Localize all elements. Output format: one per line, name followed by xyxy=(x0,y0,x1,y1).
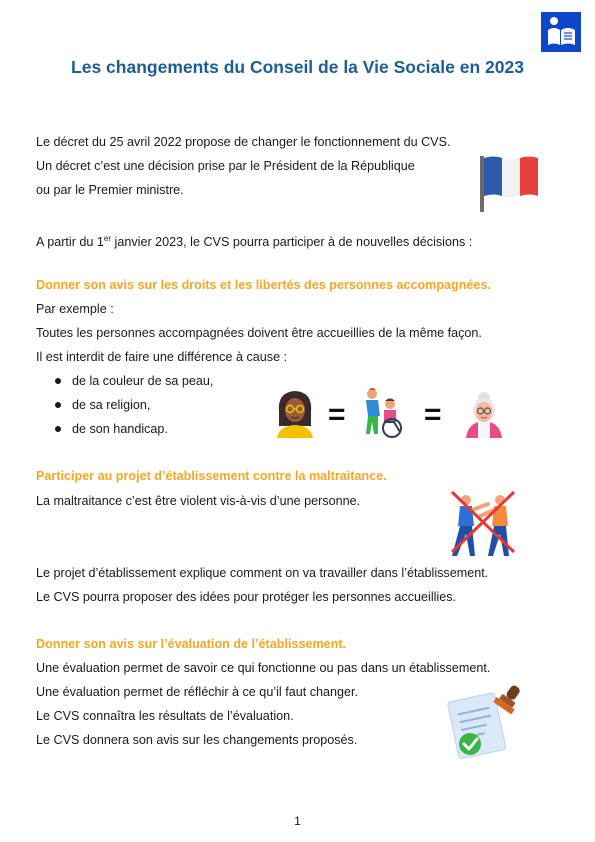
french-flag-icon xyxy=(478,152,542,214)
section3-line-3: Le CVS connaîtra les résultats de l’évaluation. xyxy=(36,709,294,723)
section3-line-1: Une évaluation permet de savoir ce qui fonctionne ou pas dans un établissement. xyxy=(36,661,491,675)
intro-line-1: Le décret du 25 avril 2022 propose de changer le fonctionnement du CVS. xyxy=(36,135,451,149)
page-title: Les changements du Conseil de la Vie Sociale en 2023 xyxy=(71,57,524,77)
section2-line-1: La maltraitance c’est être violent vis-à-vis d’une personne. xyxy=(36,494,361,508)
bullet-item: de sa religion, xyxy=(72,398,151,412)
section3-line-4: Le CVS donnera son avis sur les changements proposés. xyxy=(36,733,358,747)
woman-glasses-icon xyxy=(271,388,319,438)
intro-line-2: Un décret c’est une décision prise par le Président de la République xyxy=(36,159,415,173)
equals-sign: = xyxy=(424,398,442,431)
section2-line-2: Le projet d’établissement explique comment on va travailler dans l’établissement. xyxy=(36,566,489,580)
wheelchair-people-icon xyxy=(358,386,408,438)
page-number: 1 xyxy=(294,814,301,828)
section-heading-evaluation: Donner son avis sur l’évaluation de l’établissement. xyxy=(36,637,347,651)
equals-sign: = xyxy=(328,398,346,431)
bullet-dot xyxy=(55,426,61,432)
intro-line-3: ou par le Premier ministre. xyxy=(36,183,184,197)
section1-line-2: Toutes les personnes accompagnées doivent être accueillies de la même façon. xyxy=(36,326,482,340)
section2-line-3: Le CVS pourra proposer des idées pour protéger les personnes accueillies. xyxy=(36,590,457,604)
bullet-dot xyxy=(55,378,61,384)
section-heading-rights: Donner son avis sur les droits et les libertés des personnes accompagnées. xyxy=(36,278,491,292)
section1-line-1: Par exemple : xyxy=(36,302,114,316)
bullet-item: de la couleur de sa peau, xyxy=(72,374,214,388)
section1-line-3: Il est interdit de faire une différence à cause : xyxy=(36,350,288,364)
stamped-document-checkmark-icon xyxy=(442,678,526,760)
bullet-item: de son handicap. xyxy=(72,422,168,436)
crossed-out-violence-icon xyxy=(444,486,522,558)
elderly-woman-icon xyxy=(462,390,506,438)
bullet-dot xyxy=(55,402,61,408)
intro-line-4: A partir du 1er janvier 2023, le CVS pourra participer à de nouvelles décisions : xyxy=(36,234,473,250)
section3-line-2: Une évaluation permet de réfléchir à ce qu’il faut changer. xyxy=(36,685,359,699)
section-heading-abuse: Participer au projet d’établissement contre la maltraitance. xyxy=(36,469,387,483)
easy-to-read-logo-icon xyxy=(541,12,581,52)
